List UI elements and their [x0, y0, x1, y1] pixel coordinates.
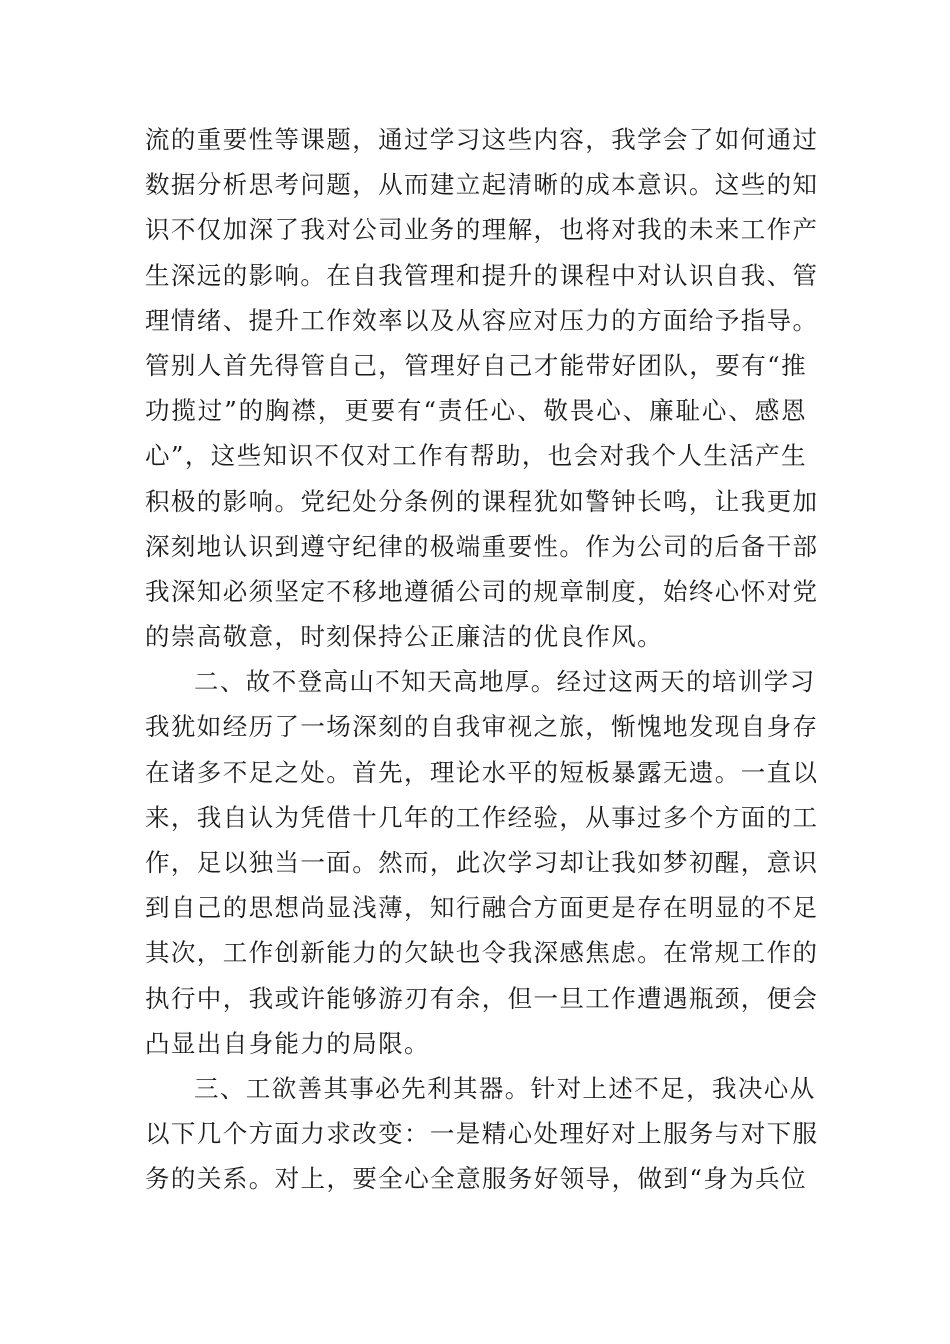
paragraph-start-line: 三、工欲善其事必先利其器。针对上述不足，我决心从 — [194, 1073, 816, 1103]
text-line: 我深知必须坚定不移地遵循公司的规章制度，始终心怀对党 — [145, 576, 819, 606]
text-line: 管别人首先得管自己，管理好自己才能带好团队，要有“推 — [145, 350, 807, 380]
document-body — [145, 117, 819, 1202]
text-line: 流的重要性等课题，通过学习这些内容，我学会了如何通过 — [145, 125, 819, 154]
paragraph-start-line: 二、故不登高山不知天高地厚。经过这两天的培训学习 — [194, 667, 816, 697]
text-line: 来，我自认为凭借十几年的工作经验，从事过多个方面的工 — [145, 802, 819, 832]
text-line: 凸显出自身能力的局限。 — [145, 1028, 430, 1058]
text-line: 在诸多不足之处。首先，理论水平的短板暴露无遗。一直以 — [145, 757, 819, 787]
text-line: 理情绪、提升工作效率以及从容应对压力的方面给予指导。 — [145, 305, 819, 335]
text-line: 数据分析思考问题，从而建立起清晰的成本意识。这些的知 — [145, 170, 819, 200]
text-line: 深刻地认识到遵守纪律的极端重要性。作为公司的后备干部 — [145, 531, 819, 561]
text-line: 执行中，我或许能够游刃有余，但一旦工作遭遇瓶颈，便会 — [145, 983, 819, 1013]
text-line: 以下几个方面力求改变：一是精心处理好对上服务与对下服 — [145, 1119, 819, 1149]
text-line: 功揽过”的胸襟，更要有“责任心、敬畏心、廉耻心、感恩 — [145, 396, 807, 426]
text-line: 到自己的思想尚显浅薄，知行融合方面更是存在明显的不足 — [145, 893, 819, 923]
text-line: 积极的影响。党纪处分条例的课程犹如警钟长鸣，让我更加 — [145, 486, 819, 516]
text-line: 心”，这些知识不仅对工作有帮助，也会对我个人生活产生 — [145, 441, 807, 471]
text-line: 其次，工作创新能力的欠缺也令我深感焦虑。在常规工作的 — [145, 938, 819, 968]
text-line: 作，足以独当一面。然而，此次学习却让我如梦初醒，意识 — [145, 848, 819, 877]
text-line: 识不仅加深了我对公司业务的理解，也将对我的未来工作产 — [145, 215, 819, 245]
text-line: 务的关系。对上，要全心全意服务好领导，做到“身为兵位 — [145, 1164, 807, 1194]
text-line: 的崇高敬意，时刻保持公正廉洁的优良作风。 — [145, 622, 663, 652]
text-line: 生深远的影响。在自我管理和提升的课程中对认识自我、管 — [145, 260, 819, 290]
text-line: 我犹如经历了一场深刻的自我审视之旅，惭愧地发现自身存 — [145, 712, 819, 742]
